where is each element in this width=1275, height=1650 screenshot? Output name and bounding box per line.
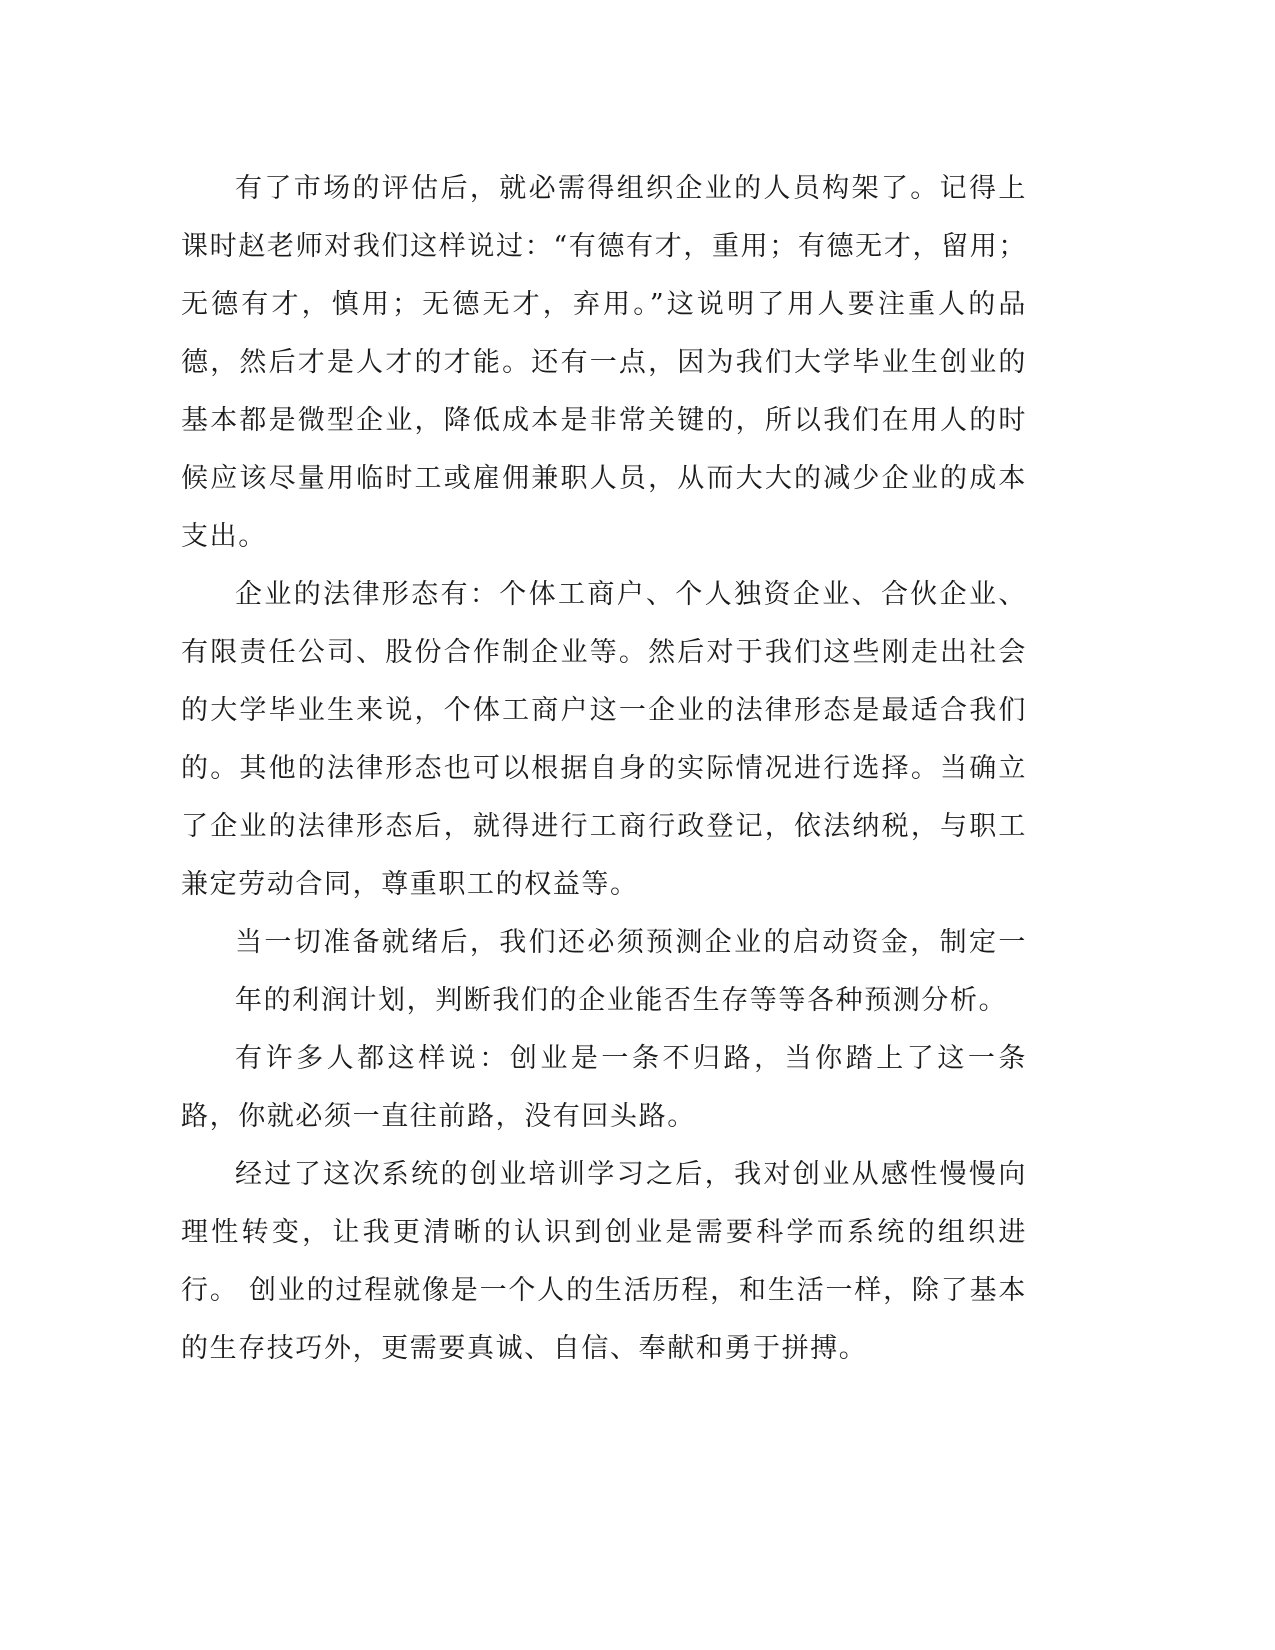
paragraph-legal-form: 企业的法律形态有：个体工商户、个人独资企业、合伙企业、有限责任公司、股份合作制企业等。然后对于我们这些刚走出社会的大学毕业生来说，个体工商户这一企业的法律形态是最适合我们的。其他的法律形态也可以根据自身的实际情况进行选择。当确立了企业的法律形态后，就得进行工商行政登记，依法纳税，与职工兼定劳动合同，尊重职工的权益等。 xyxy=(181,579,1027,900)
body-text xyxy=(181,160,1027,1378)
paragraph-conclusion: 经过了这次系统的创业培训学习之后，我对创业从感性慢慢向理性转变，让我更清晰的认识到创业是需要科学而系统的组织进行。 创业的过程就像是一个人的生活历程，和生活一样，除了基本的生存技巧外，更需要真诚、自信、奉献和勇于拼搏。 xyxy=(181,1159,1027,1364)
paragraph-funding-forecast: 当一切准备就绪后，我们还必须预测企业的启动资金，制定一年的利润计划，判断我们的企业能否生存等等各种预测分析。 xyxy=(235,927,1027,1016)
paragraph-staffing: 有了市场的评估后，就必需得组织企业的人员构架了。记得上课时赵老师对我们这样说过：“有德有才，重用；有德无才，留用；无德有才，慎用；无德无才，弃用。”这说明了用人要注重人的品德，然后才是人才的才能。还有一点，因为我们大学毕业生创业的基本都是微型企业，降低成本是非常关键的，所以我们在用人的时候应该尽量用临时工或雇佣兼职人员，从而大大的减少企业的成本支出。 xyxy=(181,173,1027,552)
paragraph-no-return: 有许多人都这样说：创业是一条不归路，当你踏上了这一条路，你就必须一直往前路，没有回头路。 xyxy=(181,1043,1027,1132)
